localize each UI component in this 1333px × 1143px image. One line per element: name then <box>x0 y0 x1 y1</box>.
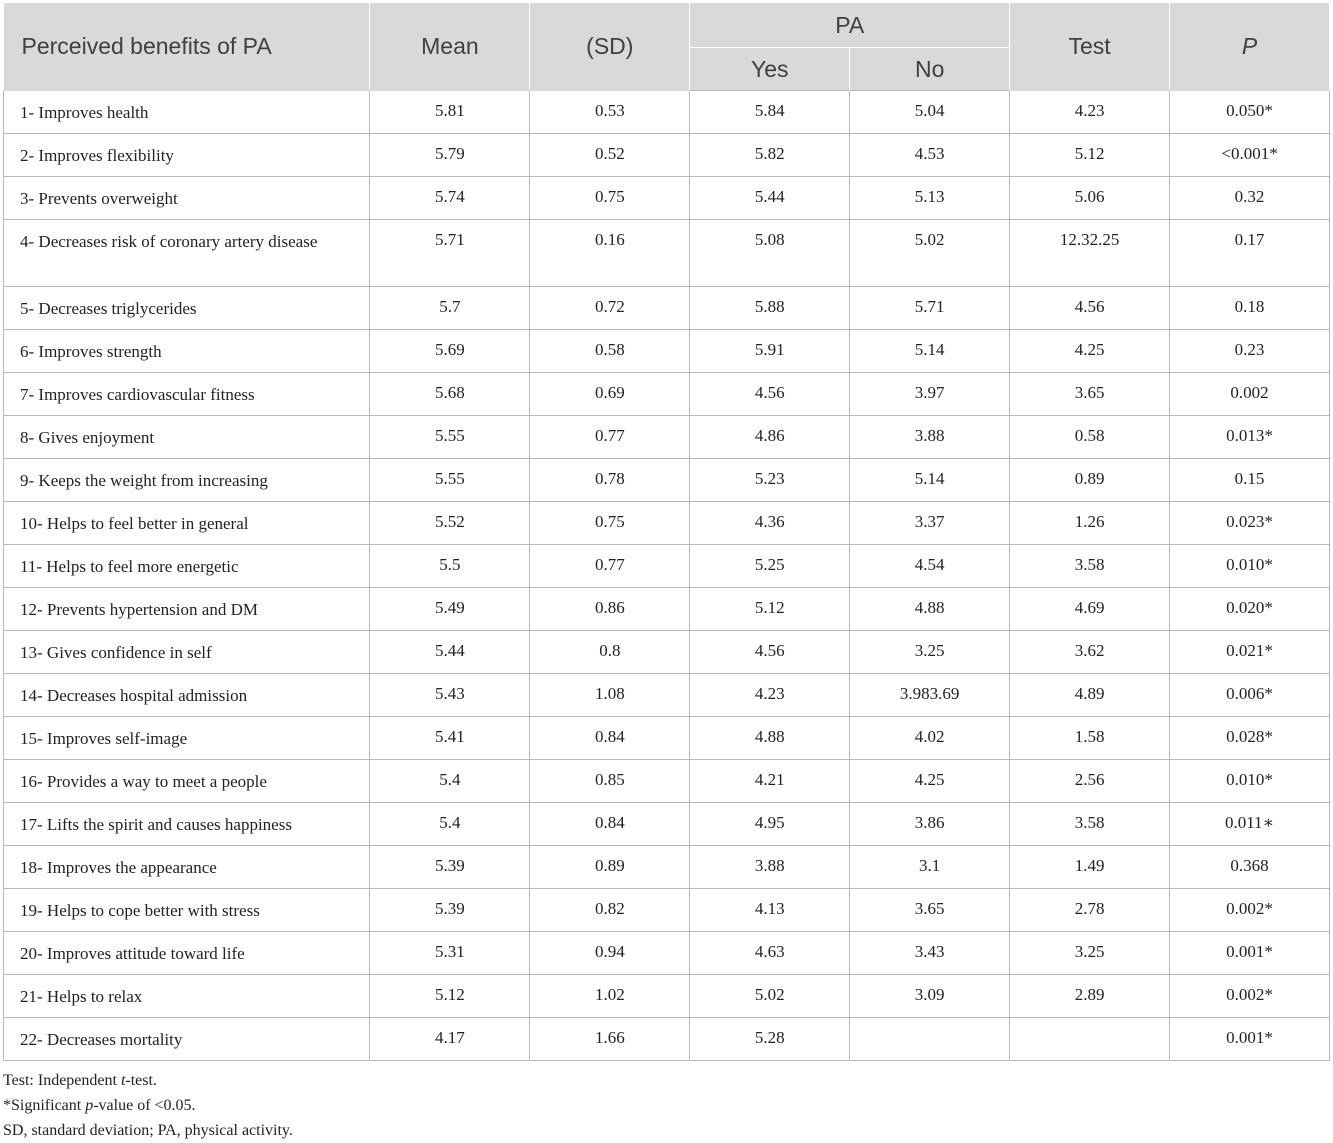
cell-benefit: 9- Keeps the weight from increasing <box>4 459 370 502</box>
cell-benefit: 22- Decreases mortality <box>4 1018 370 1061</box>
table-row <box>4 631 1330 674</box>
cell-benefit: 21- Helps to relax <box>4 975 370 1018</box>
cell-no: 3.37 <box>850 502 1010 545</box>
cell-mean: 5.5 <box>370 545 530 588</box>
cell-mean: 5.31 <box>370 932 530 975</box>
cell-p: <0.001* <box>1170 134 1330 177</box>
cell-sd: 0.77 <box>530 416 690 459</box>
cell-mean: 5.12 <box>370 975 530 1018</box>
table-row <box>4 220 1330 287</box>
cell-mean: 5.4 <box>370 803 530 846</box>
cell-test: 1.26 <box>1010 502 1170 545</box>
cell-mean: 5.74 <box>370 177 530 220</box>
table-row <box>4 717 1330 760</box>
cell-benefit: 18- Improves the appearance <box>4 846 370 889</box>
cell-no: 5.02 <box>850 220 1010 287</box>
cell-sd: 1.66 <box>530 1018 690 1061</box>
cell-no: 5.71 <box>850 287 1010 330</box>
table-row <box>4 459 1330 502</box>
cell-p: 0.17 <box>1170 220 1330 287</box>
cell-benefit: 13- Gives confidence in self <box>4 631 370 674</box>
cell-sd: 0.75 <box>530 177 690 220</box>
cell-p: 0.013* <box>1170 416 1330 459</box>
cell-sd: 0.16 <box>530 220 690 287</box>
cell-no: 5.14 <box>850 330 1010 373</box>
cell-p: 0.001* <box>1170 932 1330 975</box>
cell-p: 0.002* <box>1170 889 1330 932</box>
cell-benefit: 5- Decreases triglycerides <box>4 287 370 330</box>
cell-test: 2.78 <box>1010 889 1170 932</box>
cell-sd: 0.84 <box>530 803 690 846</box>
cell-sd: 0.89 <box>530 846 690 889</box>
table-footnotes <box>3 1068 293 1143</box>
cell-test: 0.58 <box>1010 416 1170 459</box>
cell-p: 0.001* <box>1170 1018 1330 1061</box>
cell-p: 0.023* <box>1170 502 1330 545</box>
header-pa: PA <box>690 3 1010 48</box>
cell-yes: 5.12 <box>690 588 850 631</box>
cell-no: 3.25 <box>850 631 1010 674</box>
cell-test: 3.58 <box>1010 803 1170 846</box>
cell-mean: 5.41 <box>370 717 530 760</box>
cell-test: 12.32.25 <box>1010 220 1170 287</box>
cell-yes: 4.56 <box>690 373 850 416</box>
table-row <box>4 1018 1330 1061</box>
table-row <box>4 674 1330 717</box>
cell-test: 2.89 <box>1010 975 1170 1018</box>
header-yes: Yes <box>690 48 850 91</box>
benefits-table <box>3 3 1330 1061</box>
table-row <box>4 975 1330 1018</box>
cell-no: 4.53 <box>850 134 1010 177</box>
cell-p: 0.368 <box>1170 846 1330 889</box>
cell-no: 3.43 <box>850 932 1010 975</box>
cell-p: 0.23 <box>1170 330 1330 373</box>
cell-p: 0.050* <box>1170 91 1330 134</box>
cell-mean: 5.55 <box>370 416 530 459</box>
cell-benefit: 2- Improves flexibility <box>4 134 370 177</box>
cell-p: 0.010* <box>1170 545 1330 588</box>
cell-no: 4.25 <box>850 760 1010 803</box>
cell-test: 3.65 <box>1010 373 1170 416</box>
cell-yes: 4.63 <box>690 932 850 975</box>
cell-test: 1.58 <box>1010 717 1170 760</box>
cell-benefit: 19- Helps to cope better with stress <box>4 889 370 932</box>
cell-mean: 5.39 <box>370 889 530 932</box>
cell-test: 2.56 <box>1010 760 1170 803</box>
cell-sd: 0.8 <box>530 631 690 674</box>
cell-test: 0.89 <box>1010 459 1170 502</box>
cell-mean: 5.69 <box>370 330 530 373</box>
cell-yes: 3.88 <box>690 846 850 889</box>
cell-test: 4.69 <box>1010 588 1170 631</box>
cell-test: 4.89 <box>1010 674 1170 717</box>
table-row <box>4 373 1330 416</box>
cell-p: 0.002* <box>1170 975 1330 1018</box>
header-p: P <box>1170 3 1330 91</box>
cell-mean: 5.49 <box>370 588 530 631</box>
cell-yes: 4.13 <box>690 889 850 932</box>
cell-sd: 0.77 <box>530 545 690 588</box>
cell-mean: 5.44 <box>370 631 530 674</box>
cell-sd: 0.78 <box>530 459 690 502</box>
table-row <box>4 588 1330 631</box>
cell-mean: 5.81 <box>370 91 530 134</box>
cell-benefit: 14- Decreases hospital admission <box>4 674 370 717</box>
cell-benefit: 6- Improves strength <box>4 330 370 373</box>
cell-p: 0.010* <box>1170 760 1330 803</box>
cell-benefit: 20- Improves attitude toward life <box>4 932 370 975</box>
cell-yes: 4.21 <box>690 760 850 803</box>
cell-yes: 5.91 <box>690 330 850 373</box>
cell-no: 3.88 <box>850 416 1010 459</box>
cell-no: 4.88 <box>850 588 1010 631</box>
cell-p: 0.15 <box>1170 459 1330 502</box>
cell-yes: 5.23 <box>690 459 850 502</box>
cell-benefit: 16- Provides a way to meet a people <box>4 760 370 803</box>
table-header <box>4 3 1330 91</box>
cell-sd: 1.08 <box>530 674 690 717</box>
table-row <box>4 889 1330 932</box>
table-row <box>4 134 1330 177</box>
cell-mean: 5.52 <box>370 502 530 545</box>
cell-p: 0.028* <box>1170 717 1330 760</box>
cell-no: 3.09 <box>850 975 1010 1018</box>
table-row <box>4 287 1330 330</box>
table-row <box>4 91 1330 134</box>
footnote-test: Test: Independent t-test. <box>3 1072 157 1089</box>
cell-benefit: 1- Improves health <box>4 91 370 134</box>
cell-mean: 5.68 <box>370 373 530 416</box>
cell-mean: 4.17 <box>370 1018 530 1061</box>
cell-p: 0.002 <box>1170 373 1330 416</box>
cell-sd: 0.53 <box>530 91 690 134</box>
cell-no: 4.02 <box>850 717 1010 760</box>
cell-no: 3.97 <box>850 373 1010 416</box>
cell-mean: 5.43 <box>370 674 530 717</box>
cell-test: 3.62 <box>1010 631 1170 674</box>
cell-test <box>1010 1018 1170 1061</box>
cell-no: 3.983.69 <box>850 674 1010 717</box>
cell-no: 5.13 <box>850 177 1010 220</box>
header-benefit: Perceived benefits of PA <box>4 3 370 91</box>
cell-sd: 0.85 <box>530 760 690 803</box>
cell-sd: 0.84 <box>530 717 690 760</box>
cell-mean: 5.71 <box>370 220 530 287</box>
cell-benefit: 4- Decreases risk of coronary artery disease <box>4 220 370 287</box>
cell-no: 5.14 <box>850 459 1010 502</box>
cell-benefit: 3- Prevents overweight <box>4 177 370 220</box>
cell-yes: 5.08 <box>690 220 850 287</box>
cell-yes: 4.36 <box>690 502 850 545</box>
cell-benefit: 12- Prevents hypertension and DM <box>4 588 370 631</box>
cell-yes: 5.84 <box>690 91 850 134</box>
cell-benefit: 11- Helps to feel more energetic <box>4 545 370 588</box>
cell-sd: 0.58 <box>530 330 690 373</box>
cell-sd: 0.69 <box>530 373 690 416</box>
cell-yes: 5.44 <box>690 177 850 220</box>
cell-sd: 0.72 <box>530 287 690 330</box>
cell-benefit: 7- Improves cardiovascular fitness <box>4 373 370 416</box>
table-row <box>4 416 1330 459</box>
cell-test: 4.25 <box>1010 330 1170 373</box>
cell-mean: 5.7 <box>370 287 530 330</box>
cell-yes: 4.95 <box>690 803 850 846</box>
cell-mean: 5.55 <box>370 459 530 502</box>
cell-sd: 0.82 <box>530 889 690 932</box>
cell-no: 4.54 <box>850 545 1010 588</box>
cell-benefit: 10- Helps to feel better in general <box>4 502 370 545</box>
cell-test: 5.12 <box>1010 134 1170 177</box>
cell-test: 1.49 <box>1010 846 1170 889</box>
cell-yes: 5.28 <box>690 1018 850 1061</box>
cell-yes: 5.25 <box>690 545 850 588</box>
footnote-significance: *Significant p-value of <0.05. <box>3 1097 196 1114</box>
table-row <box>4 932 1330 975</box>
cell-p: 0.011∗ <box>1170 803 1330 846</box>
cell-yes: 4.86 <box>690 416 850 459</box>
cell-no: 3.1 <box>850 846 1010 889</box>
cell-sd: 0.86 <box>530 588 690 631</box>
cell-benefit: 15- Improves self-image <box>4 717 370 760</box>
cell-test: 5.06 <box>1010 177 1170 220</box>
cell-test: 4.23 <box>1010 91 1170 134</box>
cell-p: 0.006* <box>1170 674 1330 717</box>
cell-no: 3.65 <box>850 889 1010 932</box>
cell-yes: 5.02 <box>690 975 850 1018</box>
cell-no: 3.86 <box>850 803 1010 846</box>
cell-yes: 5.88 <box>690 287 850 330</box>
cell-mean: 5.4 <box>370 760 530 803</box>
table-row <box>4 846 1330 889</box>
cell-p: 0.021* <box>1170 631 1330 674</box>
cell-yes: 4.56 <box>690 631 850 674</box>
table-row <box>4 330 1330 373</box>
cell-test: 4.56 <box>1010 287 1170 330</box>
cell-benefit: 17- Lifts the spirit and causes happiness <box>4 803 370 846</box>
cell-sd: 0.75 <box>530 502 690 545</box>
cell-no: 5.04 <box>850 91 1010 134</box>
table-row <box>4 177 1330 220</box>
cell-yes: 4.88 <box>690 717 850 760</box>
table-row <box>4 760 1330 803</box>
cell-no <box>850 1018 1010 1061</box>
header-sd: (SD) <box>530 3 690 91</box>
cell-p: 0.020* <box>1170 588 1330 631</box>
header-mean: Mean <box>370 3 530 91</box>
cell-sd: 0.52 <box>530 134 690 177</box>
table-row <box>4 803 1330 846</box>
cell-p: 0.32 <box>1170 177 1330 220</box>
table-row <box>4 502 1330 545</box>
cell-p: 0.18 <box>1170 287 1330 330</box>
cell-benefit: 8- Gives enjoyment <box>4 416 370 459</box>
cell-sd: 1.02 <box>530 975 690 1018</box>
cell-test: 3.58 <box>1010 545 1170 588</box>
header-test: Test <box>1010 3 1170 91</box>
cell-yes: 4.23 <box>690 674 850 717</box>
table-body <box>4 91 1330 1061</box>
footnote-abbreviations: SD, standard deviation; PA, physical activity. <box>3 1122 293 1139</box>
cell-sd: 0.94 <box>530 932 690 975</box>
cell-mean: 5.79 <box>370 134 530 177</box>
cell-mean: 5.39 <box>370 846 530 889</box>
table-row <box>4 545 1330 588</box>
cell-test: 3.25 <box>1010 932 1170 975</box>
header-no: No <box>850 48 1010 91</box>
cell-yes: 5.82 <box>690 134 850 177</box>
